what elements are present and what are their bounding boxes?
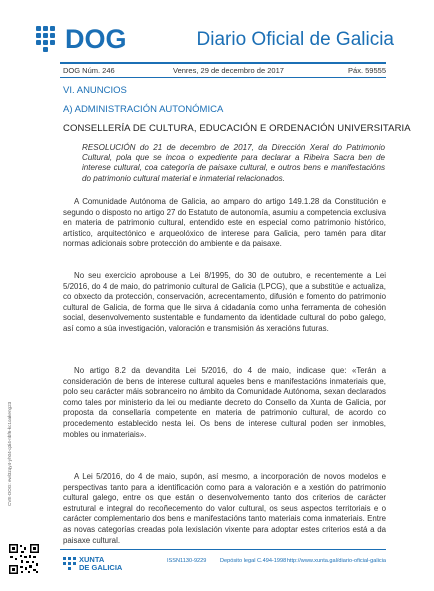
verification-code xyxy=(7,356,17,506)
header-rule-bottom xyxy=(60,77,386,78)
resolution-summary: RESOLUCIÓN do 21 de decembro de 2017, da Dirección Xeral do Patrimonio Cultural, pola que se incoa o expediente para declarar a Ribeira Sacra ben de interese cultural, coa categoría de paisaxe cultural, e outros bens e manifestacións do patrimonio cultural material e inmaterial relacionados. xyxy=(82,143,385,183)
footer-rule xyxy=(60,549,386,550)
issue-date: Venres, 29 de decembro de 2017 xyxy=(173,66,284,75)
header-rule xyxy=(60,62,386,64)
verification-code-text: CVE-DOG: ewl3zqy4-yh04-q3i4-nbf6-kc1oakeng23 xyxy=(7,401,12,506)
issn: ISSN1130-9229 xyxy=(167,558,207,564)
paragraph-text: A Comunidade Autónoma de Galicia, ao amparo do artigo 149.1.28 da Constitución e segundo o disposto no artigo 27 do Estatuto de autonomía, asumiu a competencia exclusiva en materia de patrimonio cultural, entendido este en especial como patrimonio histórico, artístico, arquitectónico e arqueolóxico de interese para Galicia, pero tamén para ditar normas adicionais sobre protección do ambiente e da paisaxe. xyxy=(63,197,386,249)
paragraph-text: No seu exercicio aprobouse a Lei 8/1995, do 30 de outubro, e recentemente a Lei 5/2016, do 4 de maio, do patrimonio cultural de Galicia (LPCG), que a substitúe e actualiza, co obxecto da protección, conservación, acrecentamento, difusión e fomento do patrimonio cultural de Galicia, de forma que lle sirva á cidadanía como unha ferramenta de cohesión social, desenvolvemento sustentable e fundamento da identidade cultural do pobo galego, así como a súa investigación, valoración e transmisión ás xeracións futuras. xyxy=(63,271,386,333)
section-admin: A) ADMINISTRACIÓN AUTONÓMICA xyxy=(63,104,224,115)
body-paragraph xyxy=(63,472,386,546)
paragraph-text: A Lei 5/2016, do 4 de maio, supón, así mesmo, a incorporación de novos modelos e perspectivas tanto para a identificación como para a valoración e a xestión do patrimonio cultural galego, entre os que están o desenvolvemento tanto dos criterios de carácter estrutural e integral do recoñecemento do valor cultural, os seus aspectos territoriais e o carácter complementario dos bens e manifestacións tanto materiais coma inmateriais. Entre as novas categorías creadas pola lexislación vixente para adoptar estes criterios está a da paisaxe cultural. xyxy=(63,472,386,545)
dog-logo-icon xyxy=(36,26,62,52)
masthead-title: Diario Oficial de Galicia xyxy=(196,29,394,50)
section-annex: VI. ANUNCIOS xyxy=(63,85,127,96)
xunta-line1: XUNTA xyxy=(79,555,105,564)
xunta-line2: DE GALICIA xyxy=(79,563,123,572)
logo-text: DOG xyxy=(65,24,127,54)
issue-number: DOG Núm. 246 xyxy=(63,66,115,75)
body-paragraph xyxy=(63,271,386,335)
xunta-emblem-icon xyxy=(63,557,76,572)
footer-url[interactable]: http://www.xunta.gal/diario-oficial-galicia xyxy=(286,558,386,564)
body-paragraph xyxy=(63,366,386,440)
legal-deposit: Depósito legal C.494-1998 xyxy=(220,558,287,564)
paragraph-text: No artigo 8.2 da devandita Lei 5/2016, do 4 de maio, indicase que: «Terán a consideración de bens de interese cultural aqueles bens e manifestacións inmateriais que, polo seu carácter máis sobranceiro no ámbito da Comunidade Autónoma, sexan declarados como tales por ministerio da lei ou mediante decreto do Consello da Xunta de Galicia, por proposta da consellaría competente en materia de patrimonio cultural, de acordo co procedemento establecido nesta lei. Os bens de interese cultural poden ser inmobles, mobles ou inmateriais». xyxy=(63,366,386,439)
page-number: Páx. 59555 xyxy=(348,66,386,75)
body-paragraph xyxy=(63,197,386,250)
xunta-wordmark xyxy=(79,556,122,572)
xunta-logo xyxy=(63,556,122,572)
department-heading: CONSELLERÍA DE CULTURA, EDUCACIÓN E ORDENACIÓN UNIVERSITARIA xyxy=(63,123,411,134)
qr-code-icon xyxy=(8,543,40,575)
dog-logo xyxy=(36,22,127,56)
